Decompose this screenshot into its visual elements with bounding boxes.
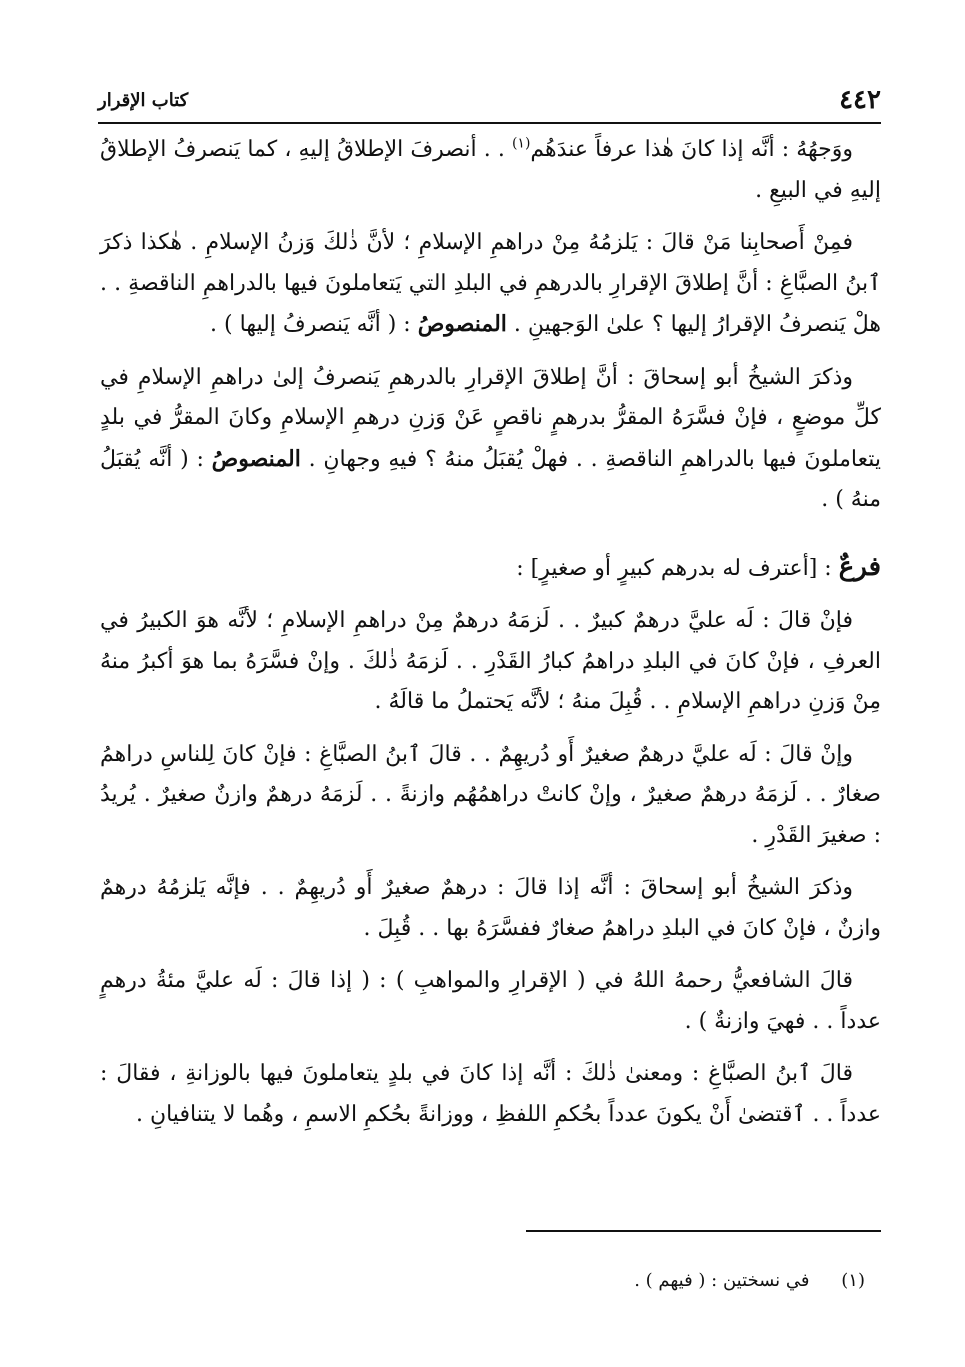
paragraph-3-text-a: وذكرَ الشيخُ أبو إسحاقَ : أنَّ إطلاقَ الإقرارِ بالدرهمِ يَنصرفُ إلىٰ دراهمِ الإسلامِ في كلِّ موضعٍ ، فإنْ فسَّرَهُ المقرُّ بدرهمٍ ناقصٍ عَنْ وَزنِ درهمِ الإسلامِ وكانَ المقرُّ في بلدٍ يتعاملونَ فيها بالدراهمِ الناقصةِ . . فهلْ يُقبَلُ منهُ ؟ فيهِ وجهانِ . [100,364,881,472]
footnote-text: في نسختين : ( فيهم ) . [634,1270,810,1291]
footnote [634,1266,865,1296]
paragraph-3-bold-term: المنصوصُ [211,445,301,472]
paragraph-3-text-b: : ( أنَّه يُقبَلُ منهُ ) . [100,446,881,512]
branch-title: : [أعترف له بدرهم كبيرٍ أو صغيرٍ] : [516,555,832,581]
paragraph-8: قالَ ٱبنُ الصبَّاغِ : ومعنىٰ ذٰلكَ : أنَّه إذا كانَ في بلدٍ يتعاملونَ فيها بالوزانةِ ، فقالَ : عدداً . . ٱقتضىٰ أَنْ يكونَ عدداً بحُكمِ اللفظِ ، ووزانةً بحُكمِ الاسمِ ، وهُما لا يتنافيانِ . [100,1061,881,1127]
branch-heading [100,547,881,590]
main-text [100,130,881,1147]
footnote-divider [526,1230,881,1232]
page-header [98,82,881,124]
paragraph-4: فإنْ قالَ : لَه عليَّ درهمٌ كبيرٌ . . لَزمَهُ درهمٌ مِنْ دراهمِ الإسلامِ ؛ لأنَّه هوَ الكبيرُ في العرفِ ، فإنْ كانَ في البلدِ دراهمُ كبارُ القَدْرِ . . لَزمَهُ ذٰلكَ . وإنْ فسَّرَهُ بما هوَ أكبرُ منهُ مِنْ وَزنِ دراهمِ الإسلامِ . . قُبِلَ منهُ ؛ لأنَّه يَحتملُ ما قالَهُ . [100,608,881,714]
footnote-reference[interactable]: (١) [511,135,531,152]
footnote-number: (١) [841,1270,865,1291]
paragraph-1-text-a: ووَجهُهُ : أنَّه إذا كانَ هٰذا عرفاً عندَهُم [530,137,854,162]
paragraph-5: وإنْ قالَ : لَه عليَّ درهمٌ صغيرٌ أَو دُريهِمٌ . . قالَ ٱبنُ الصبَّاغِ : فإنْ كانَ لِلناسِ دراهمُ صغارٌ . . لَزمَهُ درهمٌ صغيرٌ ، وإنْ كانتْ دراهمُهُم وازنةً . . لَزمَهُ درهمٌ وازنٌ صغيرٌ . يُريدُ : صغيرَ القَدْرِ . [100,741,881,848]
running-title: كتاب الإقرار [98,90,189,111]
paragraph-7: قالَ الشافعيُّ رحمهُ اللهُ في ( الإقرارِ والمواهبِ ) : ( إذا قالَ : لَه عليَّ مئةُ درهمٍ عدداً . . فهيَ وازنةٌ ) . [100,968,881,1034]
paragraph-2-text-a: فمِنْ أَصحابِنا مَنْ قالَ : يَلزمُهُ مِنْ دراهمِ الإسلامِ ؛ لأنَّ ذٰلكَ وَزنُ الإسلامِ . هٰكذا ذكرَ ٱبنُ الصبَّاغِ : أنَّ إطلاقَ الإقرارِ بالدرهمِ في البلدِ التي يَتعاملونَ فيها بالدراهمِ الناقصةِ . . هلْ يَنصرفُ الإقرارُ إليها ؟ علىٰ الوَجهينِ . [100,230,881,337]
paragraph-1 [100,130,881,211]
branch-word: فرعٌ [838,551,881,582]
paragraph-2-bold-term: المنصوصُ [417,311,507,337]
page-number: ٤٤٢ [839,85,881,115]
paragraph-6: وذكرَ الشيخُ أبو إسحاقَ : أنَّه إذا قالَ : درهمٌ صغيرٌ أَو دُريهِمٌ . . فإنَّه يَلزمُهُ درهمٌ وازنٌ ، فإنْ كانَ في البلدِ دراهمُ صغارٌ ففسَّرَهُ بها . . قُبِلَ . [100,875,881,941]
paragraph-2-text-b: : ( أنَّه يَنصرفُ إليها ) . [210,312,411,337]
paragraph-2 [100,223,881,346]
paragraph-3 [100,358,881,521]
paragraph-1-text-b: . . أنصرفَ الإطلاقُ إليهِ ، كما يَنصرفُ الإطلاقُ إليهِ في البيعِ . [100,137,881,203]
